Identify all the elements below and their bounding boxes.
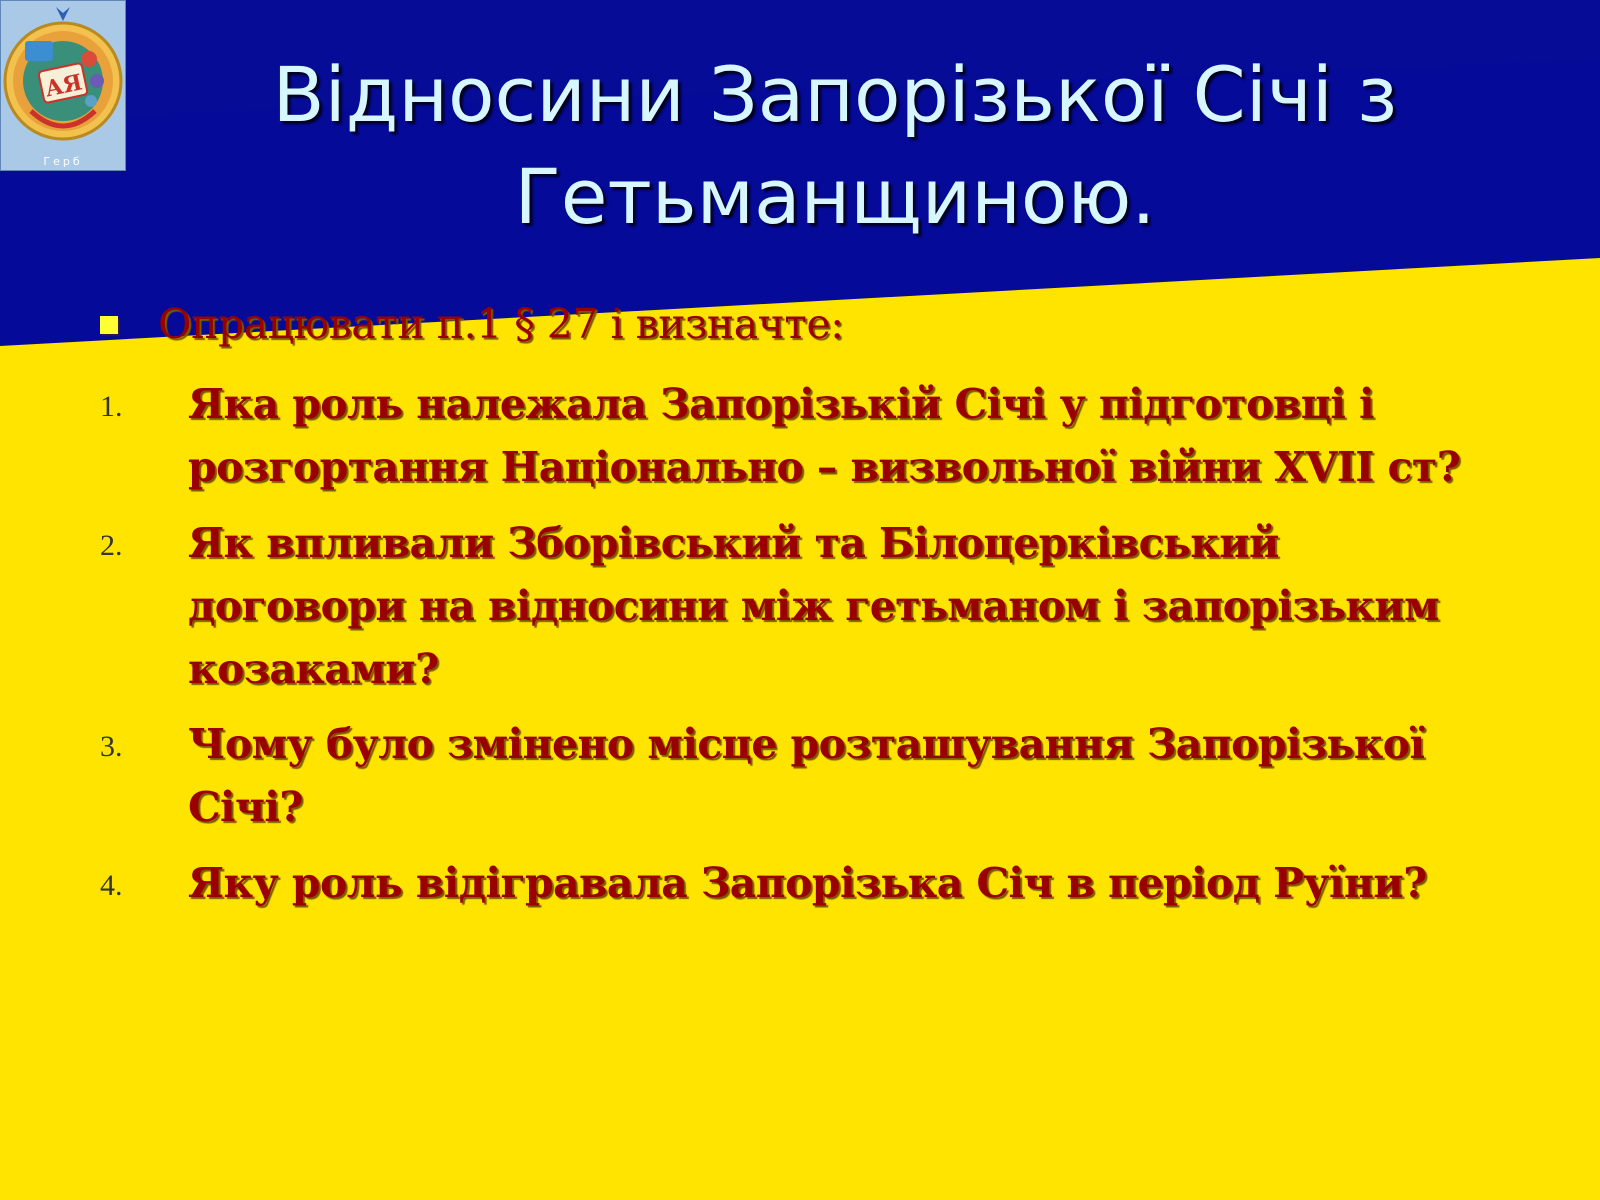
question-line: Чому було змінено місце розташування Запорізької <box>188 720 1425 768</box>
question-text <box>188 713 1588 839</box>
emblem-letters: АЯ <box>42 69 85 103</box>
question-number: 2. <box>100 529 123 562</box>
question-number: 3. <box>100 730 123 763</box>
emblem-caption: Герб <box>43 155 83 168</box>
question-number: 1. <box>100 390 123 423</box>
square-bullet-icon <box>100 316 118 334</box>
question-line: розгортання Національно – визвольної війни XVII ст? <box>188 443 1461 491</box>
question-line: Січі? <box>188 783 303 831</box>
question-number: 4. <box>100 869 123 902</box>
intro-text: Опрацювати п.1 § 27 і визначте: <box>158 300 844 348</box>
question-line: Як впливали Зборівський та Білоцерківський <box>188 519 1279 567</box>
title-line-1: Відносини Запорізької Січі з <box>272 50 1398 139</box>
question-line: договори на відносини між гетьманом і запорізьким <box>188 582 1440 630</box>
title-line-2: Гетьманщиною. <box>514 152 1156 241</box>
question-text <box>188 852 1588 915</box>
question-line: козаками? <box>188 645 439 693</box>
question-text <box>188 373 1588 499</box>
question-text <box>188 512 1588 701</box>
question-line: Яка роль належала Запорізькій Січі у підготовці і <box>188 380 1375 428</box>
question-line: Яку роль відігравала Запорізька Січ в період Руїни? <box>188 859 1427 907</box>
